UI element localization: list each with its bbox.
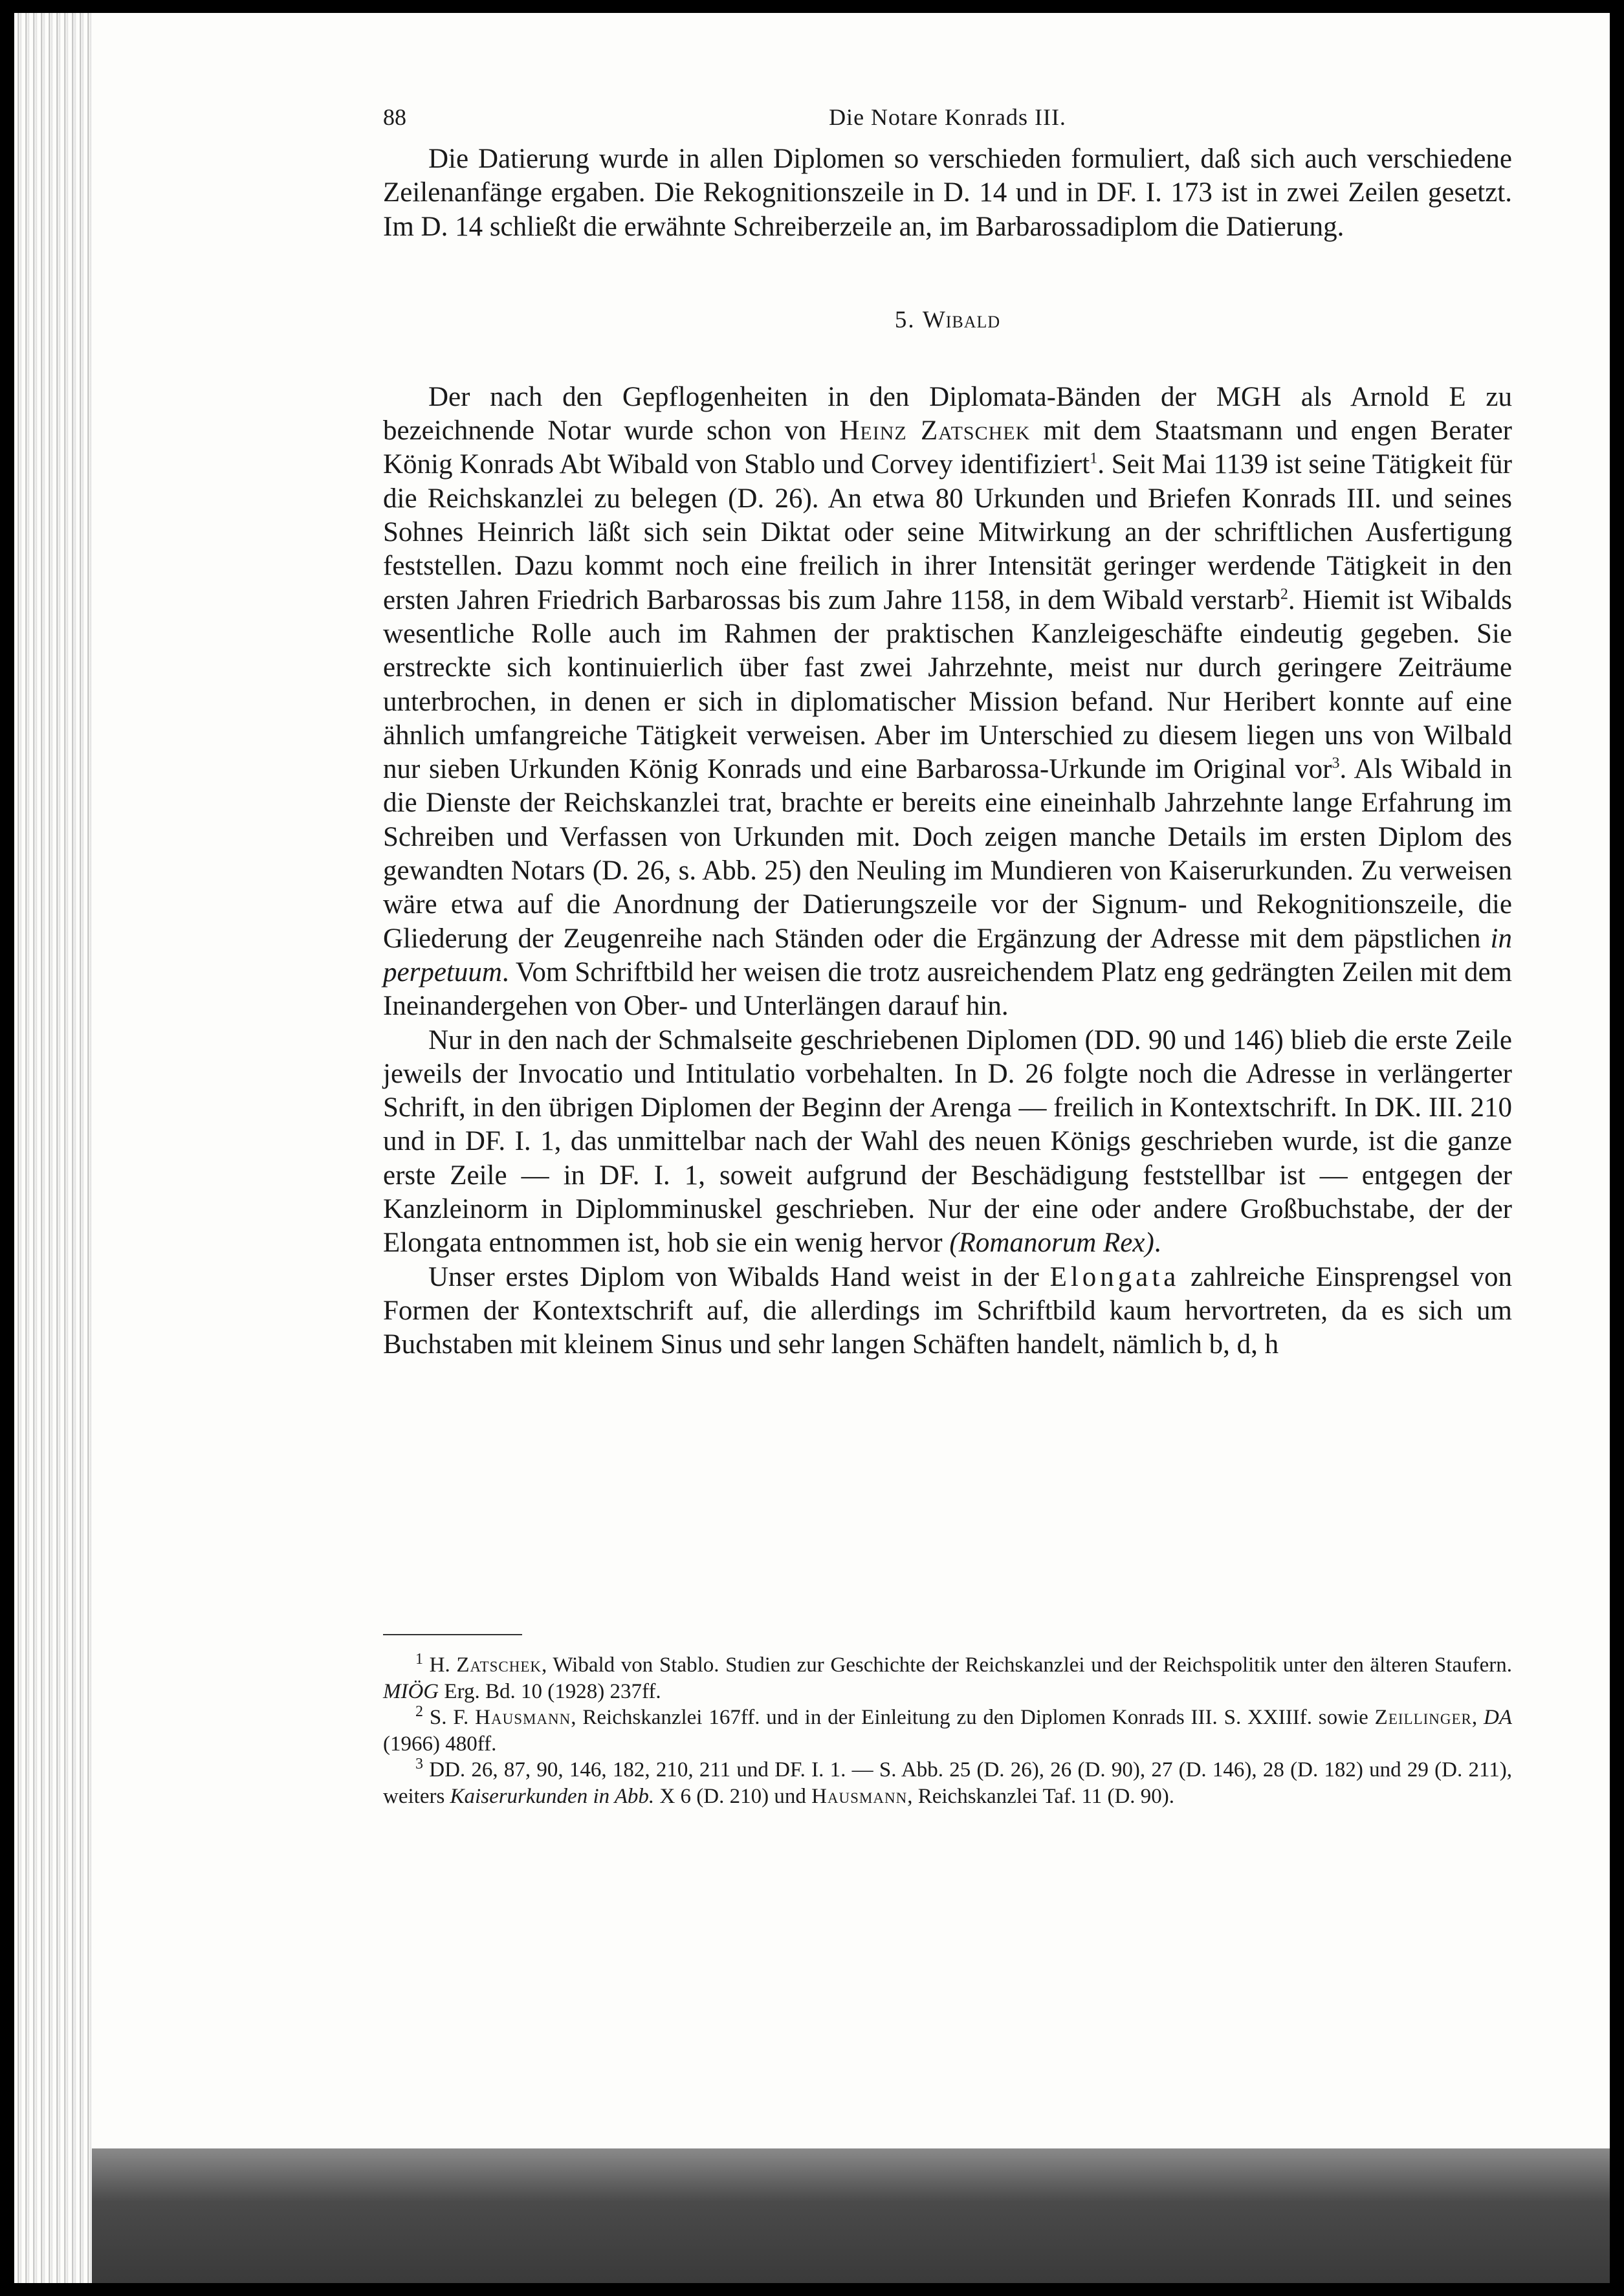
text-run: Unser erstes Diplom von Wibalds Hand weist in der <box>428 1261 1050 1292</box>
text-run: . Als Wibald in die Dienste der Reichskanzlei trat, brachte er bereits eine eineinhalb Jahrzehnte lange Erfahrung im Schreiben und Verfassen von Urkunden mit. Doch zeigen manche Details im ersten Diplom des gewandten Notars (D. 26, s. Abb. 25) den Neuling im Mundieren von Kaiserurkunden. Zu verweisen wäre etwa auf die Anordnung der Datierungszeile vor der Signum- und Rekognitionszeile, die Gliederung der Zeugenreihe nach Ständen oder die Ergänzung der Adresse mit dem päpstlichen <box>383 754 1512 954</box>
footnote-mark: 2 <box>415 1703 423 1720</box>
text-run: Nur in den nach der Schmalseite geschriebenen Diplomen (DD. 90 und 146) blieb die erste Zeile jeweils der Invocatio und Intitulatio vorbehalten. In D. 26 folgte noch die Adresse in verlängerter Schrift, in den übrigen Diplomen der Beginn der Arenga — freilich in Kontextschrift. In DK. III. 210 und in DF. I. 1, das unmittelbar nach der Wahl des neuen Königs geschrieben wurde, ist die ganze erste Zeile — in DF. I. 1, soweit aufgrund der Beschädigung feststellbar ist — entgegen der Kanzleinorm in Diplomminuskel geschrieben. Nur der eine oder andere Großbuchstabe, der der Elongata entnommen ist, hob sie ein wenig hervor <box>383 1024 1512 1259</box>
text-run: zahlreiche Einsprengsel von Formen der Kontextschrift auf, die allerdings im Schriftbild kaum hervortreten, da es sich um Buchstaben mit kleinem Sinus und sehr langen Schäften handelt, nämlich b, d, h <box>383 1261 1513 1360</box>
italic-term: (Romanorum Rex) <box>949 1228 1154 1259</box>
section-heading <box>383 306 1512 334</box>
section-number: 5. <box>894 306 916 333</box>
scanned-sheet <box>14 13 1610 2283</box>
text-run: , <box>1471 1706 1484 1729</box>
footnotes <box>383 1652 1512 1809</box>
text-run: Der nach den Gepflogenheiten in den Diplomata-Bänden der MGH als Arnold E zu bezeichnende Notar wurde schon von <box>383 381 1512 447</box>
text-run: X 6 (D. 210) und <box>654 1784 812 1808</box>
text-run: , Reichskanzlei 167ff. und in der Einleitung zu den Diplomen Konrads III. S. XXIIIf. sowie <box>571 1706 1375 1729</box>
italic-term: DA <box>1484 1706 1512 1729</box>
paragraph-1 <box>383 381 1512 1024</box>
text-run: , Reichskanzlei Taf. 11 (D. 90). <box>907 1784 1175 1808</box>
running-head <box>383 104 1512 142</box>
footnote-3 <box>383 1757 1512 1809</box>
author-name: Zeillinger <box>1374 1706 1472 1729</box>
book-page <box>383 104 1513 1808</box>
italic-term: in perpetuum <box>383 923 1512 988</box>
footnote-mark: 3 <box>415 1756 423 1772</box>
text-run: H. <box>423 1653 457 1677</box>
author-name: Hausmann <box>811 1784 908 1808</box>
section-title: Wibald <box>922 306 1001 333</box>
text-run: . Hiemit ist Wibalds wesentliche Rolle auch im Rahmen der praktischen Kanzleigeschäfte eindeutig gegeben. Sie erstreckte sich kontinuierlich über fast zwei Jahrzehnte, meist nur durch geringere Zeiträume unterbrochen, in denen er sich in diplomatischer Mission befand. Nur Heribert konnte auf eine ähnlich umfangreiche Tätigkeit verweisen. Aber im Unterschied zu diesem liegen uns von Wilbald nur sieben Urkunden König Konrads und eine Barbarossa-Urkunde im Original vor <box>383 584 1513 785</box>
intro-paragraph: Die Datierung wurde in allen Diplomen so verschieden formuliert, daß sich auch verschiedene Zeilenanfänge ergaben. Die Rekognitionszeile in D. 14 und in DF. I. 173 ist in zwei Zeilen gesetzt. Im D. 14 schließt die erwähnte Schreiberzeile an, im Barbarossadiplom die Datierung. <box>383 144 1512 242</box>
text-run: . <box>1154 1228 1161 1259</box>
text-run: Erg. Bd. 10 (1928) 237ff. <box>439 1679 661 1703</box>
footnote-2 <box>383 1705 1512 1757</box>
binding-edge <box>14 13 95 2283</box>
footnote-1 <box>383 1652 1512 1705</box>
text-run: , Wibald von Stablo. Studien zur Geschichte der Reichskanzlei und der Reichspolitik unter den älteren Staufern. <box>542 1653 1512 1677</box>
spaced-term: Elongata <box>1049 1261 1180 1292</box>
italic-term: MIÖG <box>383 1679 439 1703</box>
footnote-ref-2: 2 <box>1280 586 1288 603</box>
paragraph-2 <box>383 1024 1512 1261</box>
text-run: DD. 26, 87, 90, 146, 182, 210, 211 und DF. I. 1. — S. Abb. 25 (D. 26), 26 (D. 90), 27 (D. 146), 28 (D. 182) und 29 (D. 211), weiters <box>383 1758 1512 1808</box>
text-run: mit dem Staatsmann und engen Berater König Konrads Abt Wibald von Stablo und Corvey identifiziert <box>383 415 1513 480</box>
text-run: S. F. <box>423 1706 476 1729</box>
text-run: . Seit Mai 1139 ist seine Tätigkeit für die Reichskanzlei zu belegen (D. 26). An etwa 80 Urkunden und Briefen Konrads III. und seines Sohnes Heinrich läßt sich sein Diktat oder seine Mitwirkung an der schriftlichen Ausfertigung feststellen. Dazu kommt noch eine freilich in ihrer Intensität geringer werdende Tätigkeit in den ersten Jahren Friedrich Barbarossas bis zum Jahre 1158, in dem Wibald verstarb <box>383 449 1512 615</box>
footnote-divider <box>383 1634 522 1635</box>
author-name: Heinz Zatschek <box>839 415 1031 447</box>
footnote-ref-1: 1 <box>1090 450 1098 468</box>
page-number: 88 <box>383 104 406 130</box>
author-name: Zatschek <box>456 1653 542 1677</box>
text-run: . Vom Schriftbild her weisen die trotz ausreichendem Platz eng gedrängten Zeilen mit dem Ineinandergehen von Ober- und Unterlängen darauf hin. <box>383 956 1512 1022</box>
text-run: (1966) 480ff. <box>383 1732 497 1756</box>
scan-shadow <box>92 2148 1610 2283</box>
paragraph-3 <box>383 1261 1512 1362</box>
author-name: Hausmann <box>475 1706 571 1729</box>
italic-term: Kaiserurkunden in Abb. <box>450 1784 655 1808</box>
footnote-ref-3: 3 <box>1332 755 1340 772</box>
footnote-mark: 1 <box>415 1651 423 1668</box>
running-title: Die Notare Konrads III. <box>829 104 1066 130</box>
